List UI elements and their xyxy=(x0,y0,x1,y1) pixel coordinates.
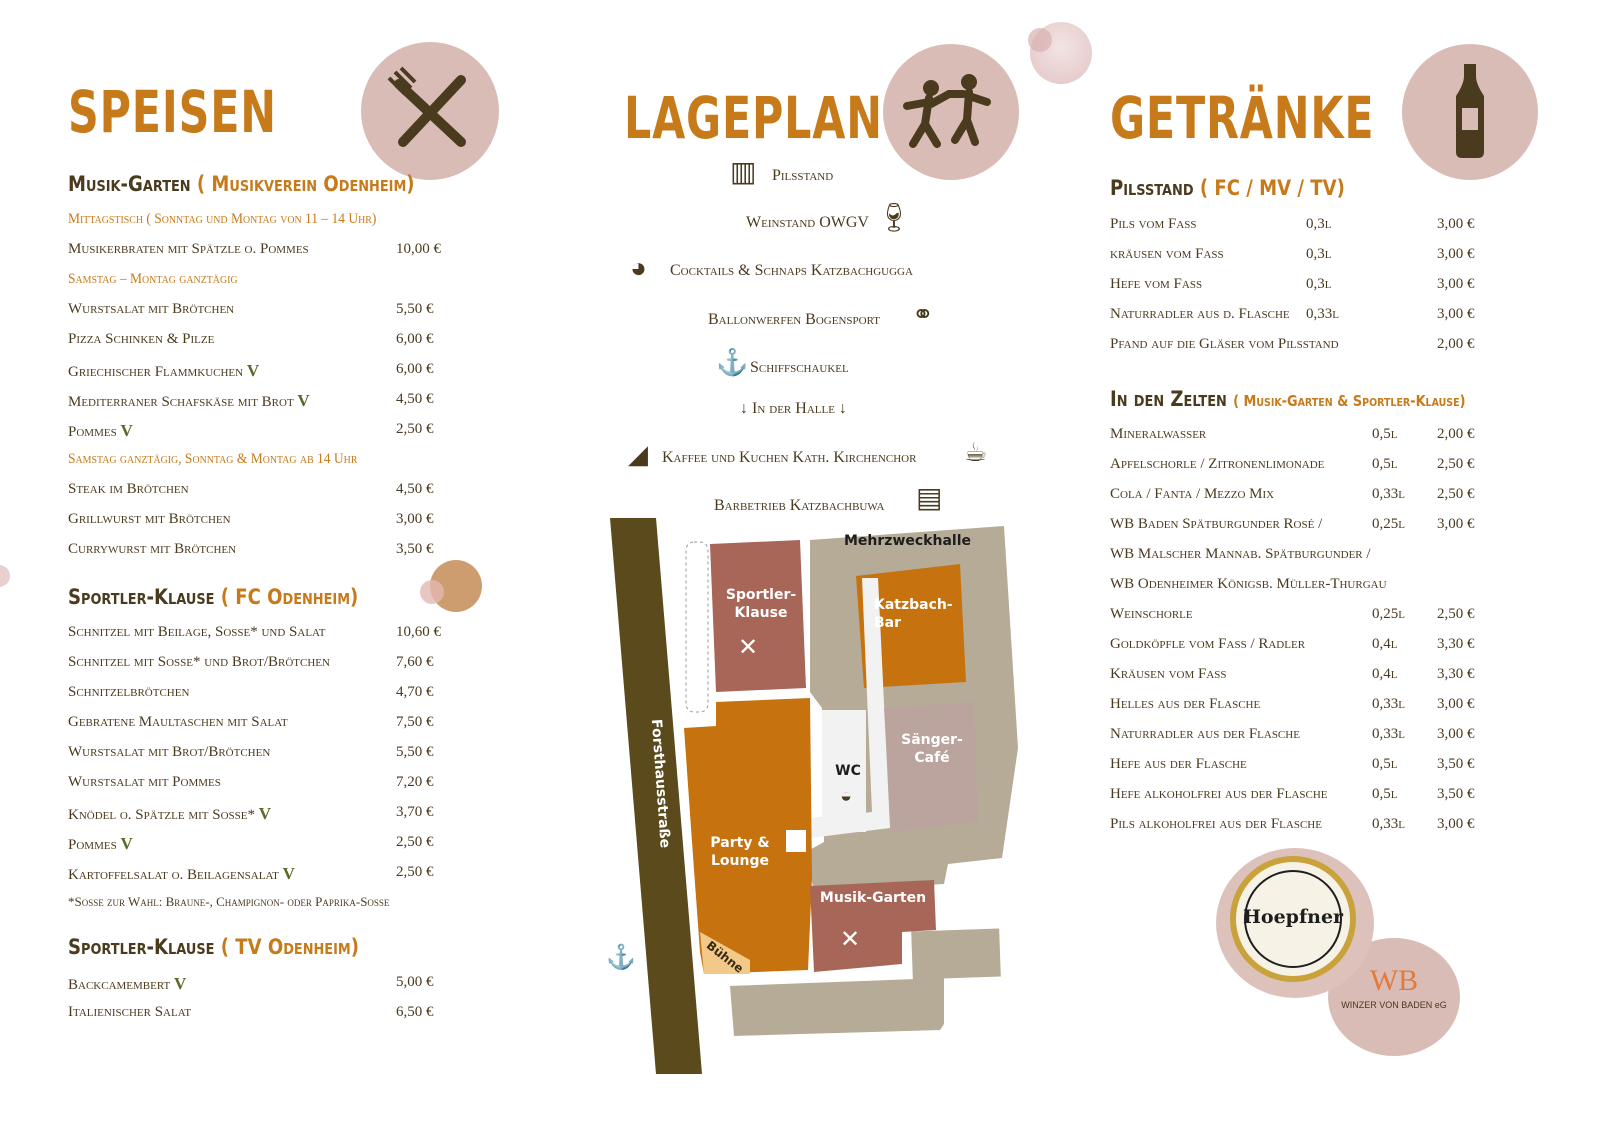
item-price: 2,00 € xyxy=(1437,336,1475,352)
legend-halle: ↓ In der Halle ↓ xyxy=(740,400,847,417)
item-price: 3,00 € xyxy=(1437,726,1475,742)
item-price: 3,50 € xyxy=(396,541,434,557)
item-size: 0,4l xyxy=(1372,636,1398,652)
map-katzbach-label: Katzbach-Bar xyxy=(874,597,953,631)
section-sportler-fc xyxy=(68,585,358,609)
legend-schiff: Schiffschaukel xyxy=(750,359,849,376)
speisen-title: SPEISEN xyxy=(68,78,277,146)
hoepfner-wordmark: Hoepfner xyxy=(1242,906,1344,928)
item-size: 0,3l xyxy=(1306,276,1332,292)
item-size: 0,33l xyxy=(1372,696,1405,712)
section-org: ( Musik-Garten & Sportler-Klause) xyxy=(1233,392,1466,410)
drink-item xyxy=(1110,276,1530,298)
menu-item xyxy=(68,774,468,796)
drink-item xyxy=(1110,546,1530,568)
item-name: Goldköpfle vom Fass / Radler xyxy=(1110,636,1306,652)
hoepfner-logo xyxy=(1230,856,1356,982)
section-title: Pilsstand xyxy=(1110,176,1194,200)
coconut-cocktail-icon: ◕ xyxy=(630,252,647,283)
item-name: Cola / Fanta / Mezzo Mix xyxy=(1110,486,1275,502)
item-name: Kartoffelsalat o. Beilagensalat V xyxy=(68,864,295,883)
menu-item xyxy=(68,804,468,826)
drink-item xyxy=(1110,606,1530,628)
swing-ship-icon: ⚓ xyxy=(716,347,749,377)
menu-item xyxy=(68,241,468,263)
subheading: Samstag – Montag ganztägig xyxy=(68,271,238,287)
section-title: Musik-Garten xyxy=(68,172,191,196)
drink-item xyxy=(1110,726,1530,748)
map-party-label: Party & Lounge xyxy=(710,835,770,869)
cutlery-badge xyxy=(361,42,499,180)
item-price: 2,50 € xyxy=(396,864,434,880)
item-price: 3,00 € xyxy=(1437,816,1475,832)
menu-item xyxy=(68,511,468,533)
drink-item xyxy=(1110,516,1530,538)
item-price: 2,00 € xyxy=(1437,426,1475,442)
outbuilding xyxy=(730,978,944,1036)
menu-item xyxy=(68,744,468,766)
item-name: Mineralwasser xyxy=(1110,426,1207,442)
vegetarian-icon: V xyxy=(120,421,133,440)
map-saenger-label: Sänger-Café xyxy=(901,732,963,766)
section-title: Sportler-Klause xyxy=(68,585,215,609)
item-name: Steak im Brötchen xyxy=(68,481,189,497)
item-price: 3,70 € xyxy=(396,804,434,820)
item-name: Pizza Schinken & Pilze xyxy=(68,331,215,347)
item-name: Pils alkoholfrei aus der Flasche xyxy=(1110,816,1322,832)
item-price: 3,00 € xyxy=(1437,306,1475,322)
item-name: Backcamembert V xyxy=(68,974,187,993)
item-price: 3,00 € xyxy=(1437,696,1475,712)
menu-item xyxy=(68,714,468,736)
item-price: 3,00 € xyxy=(1437,276,1475,292)
map-musikgarten-label: Musik-Garten xyxy=(819,890,927,906)
beer-mug-icon: ▥ xyxy=(730,156,757,187)
menu-item xyxy=(68,864,468,886)
item-name: Weinschorle xyxy=(1110,606,1193,622)
item-name: Wurstsalat mit Brötchen xyxy=(68,301,235,317)
item-price: 2,50 € xyxy=(396,834,434,850)
item-name: kräusen vom Fass xyxy=(1110,246,1224,262)
wine-glass-icon: 🍷︎ xyxy=(876,202,912,233)
item-name: Schnitzel mit Beilage, Soße* und Salat xyxy=(68,624,326,640)
cutlery-icon xyxy=(361,42,499,180)
deco-circle xyxy=(0,565,10,587)
item-name: Griechischer Flammkuchen V xyxy=(68,361,260,380)
vegetarian-icon: V xyxy=(246,361,260,380)
item-name: Helles aus der Flasche xyxy=(1110,696,1261,712)
lageplan-title: LAGEPLAN xyxy=(624,84,883,152)
vegetarian-icon: V xyxy=(297,391,310,410)
item-price: 3,50 € xyxy=(1437,786,1475,802)
legend-barbetrieb: Barbetrieb Katzbachbuwa xyxy=(714,497,885,514)
item-size: 0,33l xyxy=(1372,816,1405,832)
item-name: Wurstsalat mit Brot/Brötchen xyxy=(68,744,271,760)
saenger-cafe-area xyxy=(884,702,978,832)
cutlery-map-icon: ✕ xyxy=(738,634,759,661)
section-org: ( TV Odenheim) xyxy=(220,935,360,959)
item-price: 6,00 € xyxy=(396,361,434,377)
item-name: Gebratene Maultaschen mit Salat xyxy=(68,714,288,730)
item-price: 3,30 € xyxy=(1437,636,1475,652)
item-name: Pils vom Fass xyxy=(1110,216,1197,232)
toilet-map-icon: ◒ xyxy=(840,785,853,807)
drink-item xyxy=(1110,636,1530,658)
drink-item xyxy=(1110,816,1530,838)
section-org: ( FC / MV / TV) xyxy=(1199,176,1345,200)
drink-item xyxy=(1110,246,1530,268)
speisen-column xyxy=(68,0,468,1100)
dancers-badge xyxy=(883,44,1019,180)
map-sportler-label: Sportler-Klause xyxy=(725,587,797,621)
vegetarian-icon: V xyxy=(282,864,295,883)
item-price: 4,50 € xyxy=(396,391,434,407)
legend-pilsstand: Pilsstand xyxy=(772,167,834,184)
menu-item xyxy=(68,1004,468,1026)
bottle-icon xyxy=(1402,44,1538,180)
legend-cocktails: Cocktails & Schnaps Katzbachgugga xyxy=(670,262,913,279)
menu-item xyxy=(68,421,468,443)
legend-weinstand: Weinstand OWGV xyxy=(746,214,869,231)
item-price: 3,00 € xyxy=(396,511,434,527)
item-price: 6,50 € xyxy=(396,1004,434,1020)
item-price: 6,00 € xyxy=(396,331,434,347)
hedge xyxy=(686,542,708,712)
item-name: Naturradler aus d. Flasche xyxy=(1110,306,1290,322)
item-name: Pfand auf die Gläser vom Pilsstand xyxy=(1110,336,1339,352)
section-pilsstand xyxy=(1110,176,1345,200)
item-name: Kräusen vom Fass xyxy=(1110,666,1227,682)
getraenke-column xyxy=(1110,0,1530,1100)
item-name: WB Malscher Mannab. Spätburgunder / xyxy=(1110,546,1371,562)
item-price: 7,20 € xyxy=(396,774,434,790)
drink-item xyxy=(1110,336,1530,358)
ship-swing-map-icon: ⚓ xyxy=(606,944,636,971)
exit-sign xyxy=(786,830,806,852)
drink-item xyxy=(1110,696,1530,718)
menu-item xyxy=(68,481,468,503)
item-size: 0,5l xyxy=(1372,756,1398,772)
menu-item xyxy=(68,654,468,676)
subheading: Samstag ganztägig, Sonntag & Montag ab 14 Uhr xyxy=(68,451,358,467)
item-size: 0,5l xyxy=(1372,426,1398,442)
section-musikgarten xyxy=(68,172,415,196)
menu-item xyxy=(68,684,468,706)
wb-logo-text: WINZER VON BADEN eG xyxy=(1341,1000,1447,1010)
drink-item xyxy=(1110,576,1530,598)
menu-item xyxy=(68,974,468,996)
item-size: 0,5l xyxy=(1372,456,1398,472)
menu-item xyxy=(68,834,468,856)
item-size: 0,5l xyxy=(1372,786,1398,802)
item-name: Mediterraner Schafskäse mit Brot V xyxy=(68,391,310,410)
item-price: 3,30 € xyxy=(1437,666,1475,682)
item-price: 3,00 € xyxy=(1437,516,1475,532)
item-size: 0,33l xyxy=(1306,306,1339,322)
legend-ballon: Ballonwerfen Bogensport xyxy=(708,311,880,328)
item-name: WB Odenheimer Königsb. Müller-Thurgau xyxy=(1110,576,1387,592)
menu-item xyxy=(68,301,468,323)
item-size: 0,33l xyxy=(1372,486,1405,502)
item-price: 2,50 € xyxy=(1437,486,1475,502)
section-zelten xyxy=(1110,387,1465,411)
item-name: Schnitzel mit Soße* und Brot/Brötchen xyxy=(68,654,330,670)
section-org: ( FC Odenheim) xyxy=(220,585,359,609)
menu-item xyxy=(68,541,468,563)
item-price: 5,50 € xyxy=(396,744,434,760)
item-size: 0,33l xyxy=(1372,726,1405,742)
item-size: 0,25l xyxy=(1372,606,1405,622)
lageplan-column xyxy=(600,0,1040,1100)
menu-item xyxy=(68,624,468,646)
wb-logo-mark: WB xyxy=(1369,964,1419,997)
item-name: Pommes V xyxy=(68,834,133,853)
item-name: Schnitzelbrötchen xyxy=(68,684,190,700)
drink-item xyxy=(1110,756,1530,778)
drink-item xyxy=(1110,486,1530,508)
drink-item xyxy=(1110,786,1530,808)
getraenke-title: GETRÄNKE xyxy=(1110,84,1375,152)
item-name: Naturradler aus der Flasche xyxy=(1110,726,1300,742)
drink-item xyxy=(1110,306,1530,328)
section-sportler-tv xyxy=(68,935,359,959)
vegetarian-icon: V xyxy=(120,834,133,853)
balloons-icon: ⚭ xyxy=(912,299,934,329)
item-price: 4,70 € xyxy=(396,684,434,700)
item-price: 10,60 € xyxy=(396,624,441,640)
item-price: 5,50 € xyxy=(396,301,434,317)
item-price: 4,50 € xyxy=(396,481,434,497)
item-name: Hefe vom Fass xyxy=(1110,276,1203,292)
item-name: Musikerbraten mit Spätzle o. Pommes xyxy=(68,241,309,257)
item-price: 3,00 € xyxy=(1437,216,1475,232)
item-price: 7,60 € xyxy=(396,654,434,670)
dancers-icon xyxy=(883,44,1019,180)
map-street-label: Forsthausstraße xyxy=(647,718,673,849)
item-name: Pommes V xyxy=(68,421,133,440)
map-mehrzweckhalle-label: Mehrzweckhalle xyxy=(844,533,971,549)
section-title: Sportler-Klause xyxy=(68,935,215,959)
item-name: Knödel o. Spätzle mit Soße* V xyxy=(68,804,272,823)
map-buehne-label: Bühne xyxy=(703,938,747,976)
drink-item xyxy=(1110,216,1530,238)
subheading: Mittagstisch ( Sonntag und Montag von 11 – 14 Uhr) xyxy=(68,211,377,227)
item-price: 5,00 € xyxy=(396,974,434,990)
menu-item xyxy=(68,391,468,413)
item-name: Wurstsalat mit Pommes xyxy=(68,774,221,790)
vegetarian-icon: V xyxy=(258,804,272,823)
section-title: In den Zelten xyxy=(1110,387,1227,411)
cutlery-map-icon: ✕ xyxy=(840,926,861,953)
item-price: 2,50 € xyxy=(1437,606,1475,622)
item-price: 2,50 € xyxy=(396,421,434,437)
menu-item xyxy=(68,361,468,383)
bottle-badge xyxy=(1402,44,1538,180)
map-wc-label: WC xyxy=(835,763,861,779)
menu-item xyxy=(68,331,468,353)
item-name: Italienischer Salat xyxy=(68,1004,192,1020)
item-price: 7,50 € xyxy=(396,714,434,730)
drink-item xyxy=(1110,666,1530,688)
item-name: Grillwurst mit Brötchen xyxy=(68,511,231,527)
item-name: WB Baden Spätburgunder Rosé / xyxy=(1110,516,1323,532)
cake-icon: ◢ xyxy=(628,439,648,469)
item-name: Hefe alkoholfrei aus der Flasche xyxy=(1110,786,1328,802)
item-size: 0,25l xyxy=(1372,516,1405,532)
item-name: Apfelschorle / Zitronenlimonade xyxy=(1110,456,1325,472)
item-name: Hefe aus der Flasche xyxy=(1110,756,1247,772)
item-price: 2,50 € xyxy=(1437,456,1475,472)
drink-item xyxy=(1110,426,1530,448)
drink-item xyxy=(1110,456,1530,478)
item-name: Currywurst mit Brötchen xyxy=(68,541,237,557)
item-price: 3,50 € xyxy=(1437,756,1475,772)
sauce-note: *Soße zur Wahl: Braune-, Champignon- oder Paprika-Soße xyxy=(68,894,390,909)
item-price: 10,00 € xyxy=(396,241,441,257)
legend-kaffee: Kaffee und Kuchen Kath. Kirchenchor xyxy=(662,449,917,466)
outbuilding xyxy=(911,928,1001,979)
item-size: 0,3l xyxy=(1306,246,1332,262)
item-size: 0,3l xyxy=(1306,216,1332,232)
coffee-cup-icon: ☕︎ xyxy=(964,437,988,467)
vegetarian-icon: V xyxy=(174,974,187,993)
bubble-tea-icon: ▤ xyxy=(916,482,943,513)
item-size: 0,4l xyxy=(1372,666,1398,682)
section-org: ( Musikverein Odenheim) xyxy=(196,172,415,196)
item-price: 3,00 € xyxy=(1437,246,1475,262)
